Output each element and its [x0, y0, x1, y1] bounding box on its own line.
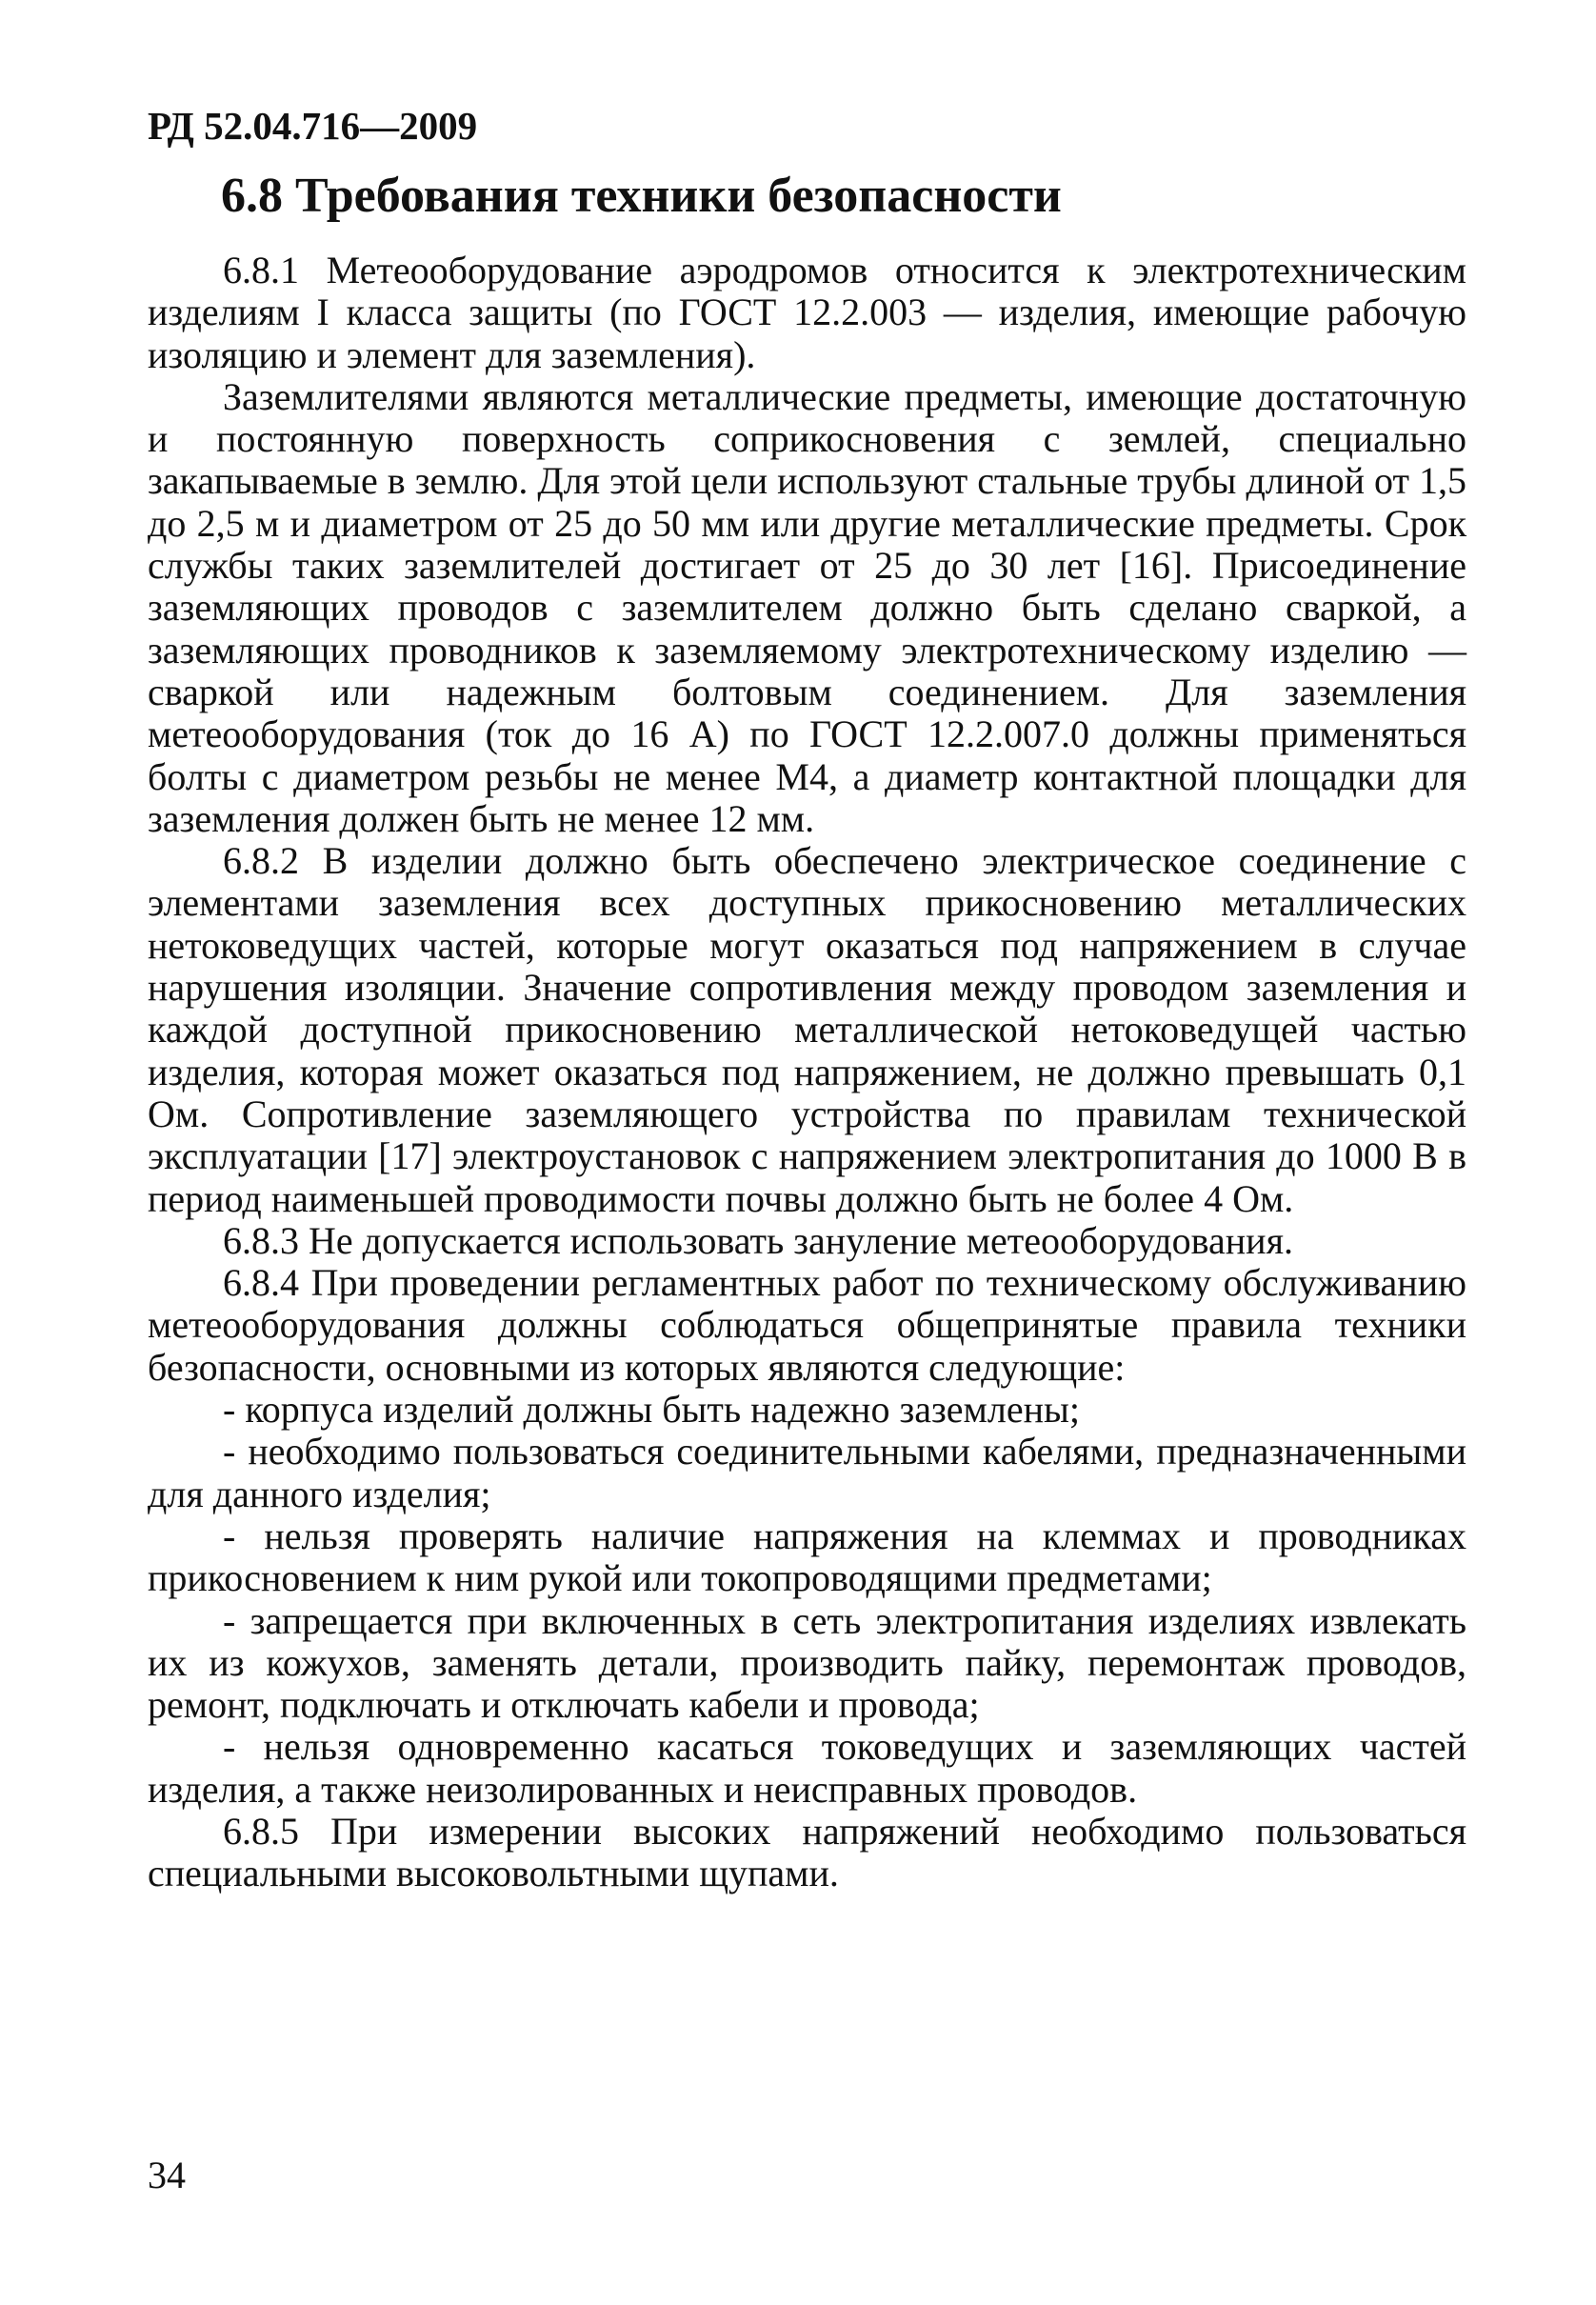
paragraph-grounding-electrodes: Заземлителями являются металлические предметы, имеющие достаточную и постоянную поверхность соприкосновения с землей, специально закапываемые в землю. Для этой цели используют стальные трубы длиной от 1,5 до 2,5 м и диаметром от 25 до 50 мм или другие металлические предметы. Срок службы таких заземлителей достигает от 25 до 30 лет [16]. Присоединение заземляющих проводов с заземлителем должно быть сделано сваркой, а заземляющих проводников к заземляемому электротехническому изделию — сваркой или надежным болтовым соединением. Для заземления метеооборудования (ток до 16 А) по ГОСТ 12.2.007.0 должны применяться болты с диаметром резьбы не менее М4, а диаметр контактной площадки для заземления должен быть не менее 12 мм.: [148, 374, 1466, 840]
list-item: - необходимо пользоваться соединительными кабелями, предназначенными для данного изделия;: [148, 1430, 1466, 1515]
list-item: - запрещается при включенных в сеть электропитания изделиях извлекать их из кожухов, заменять детали, производить пайку, перемонтаж проводов, ремонт, подключать и отключать кабели и провода;: [148, 1598, 1466, 1727]
body-text: [148, 250, 1466, 1895]
paragraph-6-8-1: 6.8.1 Метеооборудование аэродромов относится к электротехническим изделиям I класса защиты (по ГОСТ 12.2.003 — изделия, имеющие рабочую изоляцию и элемент для заземления).: [148, 249, 1466, 376]
page-number: 34: [148, 2154, 186, 2196]
list-item: - нельзя проверять наличие напряжения на клеммах и проводниках прикосновением к ним рукой или токопроводящими предметами;: [148, 1513, 1466, 1600]
list-item: - нельзя одновременно касаться токоведущих и заземляющих частей изделия, а также неизолированных и неисправных проводов.: [148, 1725, 1466, 1811]
paragraph-6-8-3: 6.8.3 Не допускается использовать зануление метеооборудования.: [223, 1218, 1293, 1262]
list-item: - корпуса изделий должны быть надежно заземлены;: [223, 1388, 1080, 1432]
section-title: 6.8 Требования техники безопасности: [221, 169, 1062, 223]
paragraph-6-8-4: 6.8.4 При проведении регламентных работ по техническому обслуживанию метеооборудования должны соблюдаться общепринятые правила техники безопасности, основными из которых являются следующие:: [148, 1261, 1466, 1389]
paragraph-6-8-2: 6.8.2 В изделии должно быть обеспечено электрическое соединение с элементами заземления всех доступных прикосновению металлических нетоковедущих частей, которые могут оказаться под напряжением в случае нарушения изоляции. Значение сопротивления между проводом заземления и каждой доступной прикосновению металлической нетоковедущей частью изделия, которая может оказаться под напряжением, не должно превышать 0,1 Ом. Сопротивление заземляющего устройства по правилам технической эксплуатации [17] электроустановок с напряжением электропитания до 1000 В в период наименьшей проводимости почвы должно быть не более 4 Ом.: [148, 839, 1466, 1220]
document-code-header: РД 52.04.716—2009: [148, 104, 478, 148]
paragraph-6-8-5: 6.8.5 При измерении высоких напряжений необходимо пользоваться специальными высоковольтными щупами.: [148, 1809, 1466, 1895]
